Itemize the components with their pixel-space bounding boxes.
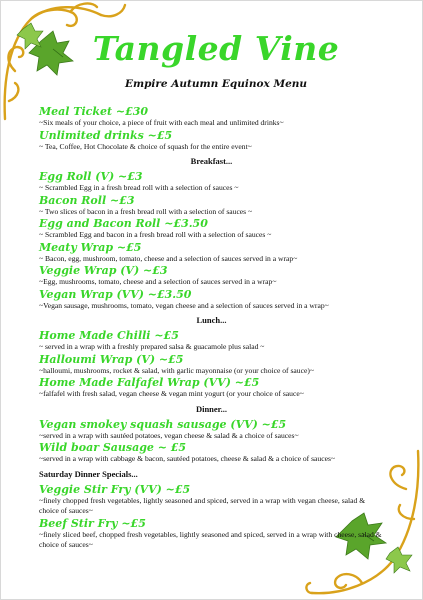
- section-heading-lunch: Lunch...: [196, 315, 227, 325]
- item-name: Egg Roll (V) ~£3: [39, 170, 143, 183]
- menu-item: [39, 264, 384, 288]
- menu-item: [39, 241, 384, 265]
- item-name: Vegan smokey squash sausage (VV) ~£5: [39, 417, 287, 431]
- item-description: ~Vegan sausage, mushrooms, tomato, vegan cheese and a selection of sauces served in a wrap~: [39, 300, 329, 310]
- item-name: Meaty Wrap ~£5: [39, 240, 142, 254]
- item-description: ~falfafel with fresh salad, vegan cheese & vegan mint yogurt (or your choice of sauce~: [39, 389, 304, 398]
- item-description: ~finely chopped fresh vegetables, lightly seasoned and spiced, served in a wrap with vegan cheese, salad & choice of sauces~: [39, 495, 366, 515]
- item-name: Egg and Bacon Roll ~£3.50: [39, 217, 208, 230]
- item-description: ~served in a wrap with sautéed potatoes, vegan cheese & salad & a choice of sauces~: [39, 430, 299, 440]
- item-name: Bacon Roll ~£3: [39, 193, 135, 207]
- item-name: Home Made Chilli ~£5: [39, 329, 179, 342]
- item-name: Unlimited drinks ~£5: [39, 128, 173, 142]
- menu-item: [39, 329, 384, 353]
- menu-item: [39, 170, 384, 194]
- menu-item: [39, 105, 384, 129]
- menu-item: [39, 129, 384, 153]
- item-description: ~finely sliced beef, chopped fresh vegetables, lightly seasoned and spiced, served in a wrap with cheese, salad & choice of sauces~: [39, 529, 382, 549]
- item-description: ~served in a wrap with cabbage & bacon, sautéed potatoes, cheese & salad & a choice of sauces~: [39, 454, 336, 463]
- menu-item: [39, 353, 384, 377]
- menu-subtitle: Empire Autumn Equinox Menu: [124, 78, 308, 90]
- menu-item: [39, 483, 384, 517]
- item-description: ~ Two slices of bacon in a fresh bread roll with a selection of sauces ~: [39, 206, 253, 216]
- item-description: ~ Scrambled Egg in a fresh bread roll with a selection of sauces ~: [39, 183, 239, 192]
- item-description: ~ Tea, Coffee, Hot Chocolate & choice of squash for the entire event~: [39, 141, 252, 151]
- section-heading-saturday-specials: Saturday Dinner Specials...: [39, 468, 138, 479]
- menu-item: [39, 217, 384, 241]
- menu-item: [39, 288, 384, 312]
- menu-item: [39, 194, 384, 218]
- item-name: Wild boar Sausage ~ £5: [39, 441, 187, 454]
- item-description: ~Six meals of your choice, a piece of fruit with each meal and unlimited drinks~: [39, 118, 284, 127]
- item-description: ~Egg, mushrooms, tomato, cheese and a selection of sauces served in a wrap~: [39, 277, 277, 286]
- item-description: ~ Bacon, egg, mushroom, tomato, cheese and a selection of sauces served in a wrap~: [39, 253, 298, 263]
- item-name: Veggie Wrap (V) ~£3: [39, 264, 168, 277]
- menu-item: [39, 517, 384, 551]
- menu-item: [39, 376, 384, 400]
- section-heading-breakfast: Breakfast...: [190, 156, 233, 166]
- item-name: Home Made Falfafel Wrap (VV) ~£5: [39, 376, 260, 389]
- item-name: Beef Stir Fry ~£5: [39, 516, 146, 530]
- menu-item: [39, 418, 384, 442]
- item-name: Veggie Stir Fry (VV) ~£5: [39, 482, 191, 496]
- menu-item: [39, 441, 384, 465]
- item-description: ~ served in a wrap with a freshly prepared salsa & guacamole plus salad ~: [39, 342, 265, 351]
- item-name: Meal Ticket ~£30: [39, 105, 149, 118]
- item-description: ~ Scrambled Egg and bacon in a fresh bread roll with a selection of sauces ~: [39, 230, 272, 239]
- item-name: Vegan Wrap (VV) ~£3.50: [39, 287, 192, 301]
- section-heading-dinner: Dinner...: [195, 403, 228, 414]
- menu-title: Tangled Vine: [92, 29, 340, 68]
- menu-content: [39, 105, 384, 551]
- item-name: Halloumi Wrap (V) ~£5: [39, 352, 184, 366]
- item-description: ~halloumi, mushrooms, rocket & salad, with garlic mayonnaise (or your choice of sauce)~: [39, 365, 314, 375]
